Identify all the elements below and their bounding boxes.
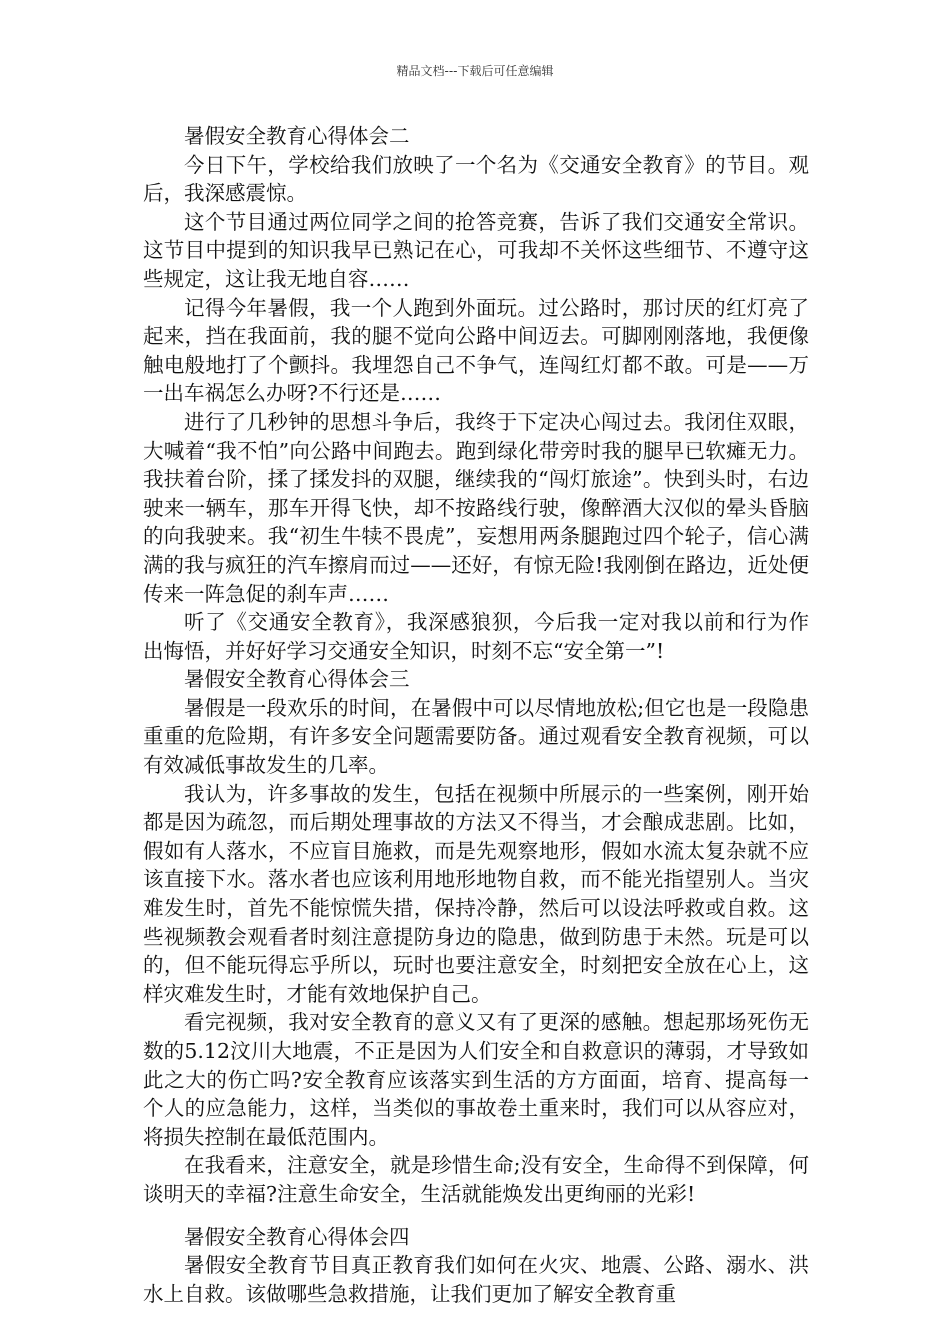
body-paragraph: 在我看来，注意安全，就是珍惜生命;没有安全，生命得不到保障，何谈明天的幸福?注意生命安全，生活就能焕发出更绚丽的光彩! (143, 1153, 809, 1206)
body-paragraph: 看完视频，我对安全教育的意义又有了更深的感触。想起那场死伤无数的5.12汶川大地震，不正是因为人们安全和自救意识的薄弱，才导致如此之大的伤亡吗?安全教育应该落实到生活的方方面面，培育、提高每一个人的应急能力，这样，当类似的事故卷土重来时，我们可以从容应对，将损失控制在最低范围内。 (143, 1010, 809, 1149)
document-body (143, 122, 809, 1308)
body-paragraph: 暑假是一段欢乐的时间，在暑假中可以尽情地放松;但它也是一段隐患重重的危险期，有许多安全问题需要防备。通过观看安全教育视频，可以有效减低事故发生的几率。 (143, 695, 809, 778)
body-paragraph: 记得今年暑假，我一个人跑到外面玩。过公路时，那讨厌的红灯亮了起来，挡在我面前，我的腿不觉向公路中间迈去。可脚刚刚落地，我便像触电般地打了个颤抖。我埋怨自己不争气，连闯红灯都不敢。可是——万一出车祸怎么办呀?不行还是…… (143, 295, 809, 406)
body-paragraph: 暑假安全教育节目真正教育我们如何在火灾、地震、公路、溺水、洪水上自救。该做哪些急救措施，让我们更加了解安全教育重 (143, 1253, 809, 1306)
page-header: 精品文档---下载后可任意编辑 (396, 64, 554, 78)
section-title: 暑假安全教育心得体会四 (184, 1224, 410, 1249)
body-paragraph: 听了《交通安全教育》，我深感狼狈，今后我一定对我以前和行为作出悔悟，并好好学习交通安全知识，时刻不忘“安全第一”! (143, 610, 809, 663)
body-paragraph: 我认为，许多事故的发生，包括在视频中所展示的一些案例，刚开始都是因为疏忽，而后期处理事故的方法又不得当，才会酿成悲剧。比如，假如有人落水，不应盲目施救，而是先观察地形，假如水流太复杂就不应该直接下水。落水者也应该利用地形地物自救，而不能光指望别人。当灾难发生时，首先不能惊慌失措，保持冷静，然后可以设法呼救或自救。这些视频教会观看者时刻注意提防身边的隐患，做到防患于未然。玩是可以的，但不能玩得忘乎所以，玩时也要注意安全，时刻把安全放在心上，这样灾难发生时，才能有效地保护自己。 (143, 781, 809, 1006)
body-paragraph: 进行了几秒钟的思想斗争后，我终于下定决心闯过去。我闭住双眼，大喊着“我不怕”向公路中间跑去。跑到绿化带旁时我的腿早已软瘫无力。我扶着台阶，揉了揉发抖的双腿，继续我的“闯灯旅途”。快到头时，右边驶来一辆车，那车开得飞快，却不按路线行驶，像醉酒大汉似的晕头昏脑的向我驶来。我“初生牛犊不畏虎”，妄想用两条腿跑过四个轮子，信心满满的我与疯狂的汽车擦肩而过——还好，有惊无险!我刚倒在路边，近处便传来一阵急促的刹车声…… (143, 409, 809, 606)
body-paragraph: 今日下午，学校给我们放映了一个名为《交通安全教育》的节目。观后，我深感震惊。 (143, 152, 809, 206)
body-paragraph: 这个节目通过两位同学之间的抢答竞赛，告诉了我们交通安全常识。这节目中提到的知识我早已熟记在心，可我却不关怀这些细节、不遵守这些规定，这让我无地自容…… (143, 209, 809, 291)
section-title: 暑假安全教育心得体会二 (184, 124, 410, 148)
section-title: 暑假安全教育心得体会三 (184, 667, 410, 692)
